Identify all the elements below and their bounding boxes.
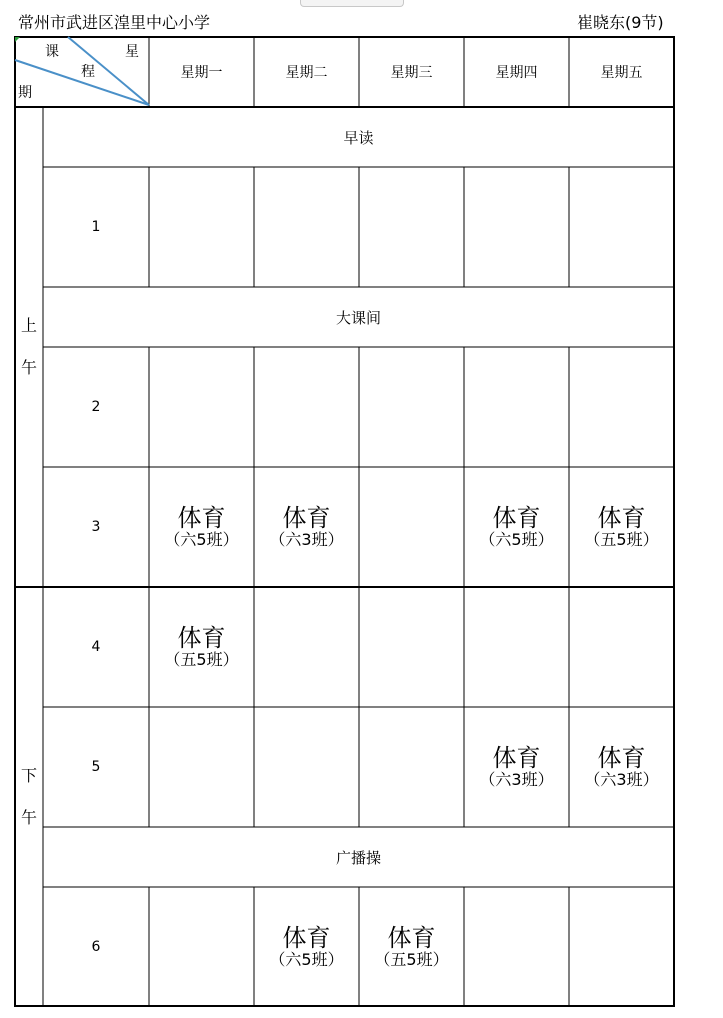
- subject-name: 体育: [177, 624, 226, 652]
- class-name: （六3班）: [584, 770, 659, 790]
- class-name: （五5班）: [164, 650, 239, 670]
- class-name: （六5班）: [164, 530, 239, 550]
- period-number: 1: [91, 219, 101, 235]
- class-cell-p3-fri: [569, 467, 674, 587]
- day-header-fri: 星期五: [600, 65, 643, 81]
- class-name: （五5班）: [374, 949, 449, 969]
- class-cell-p5-fri: [569, 707, 674, 827]
- period-number: 5: [91, 759, 101, 775]
- period-number: 6: [91, 938, 101, 955]
- section-morning-reading: 早读: [343, 128, 374, 147]
- day-header-mon: 星期一: [180, 65, 223, 81]
- subject-name: 体育: [597, 504, 646, 532]
- corner-label-cheng: 程: [81, 64, 95, 80]
- day-header-thu: 星期四: [495, 65, 538, 81]
- school-name: 常州市武进区湟里中心小学: [18, 13, 211, 32]
- class-cell-p5-thu: [464, 707, 569, 827]
- day-header-wed: 星期三: [390, 65, 433, 81]
- class-name: （六5班）: [479, 530, 554, 550]
- class-cell-p6-tue: [254, 887, 359, 1006]
- subject-name: 体育: [282, 504, 331, 532]
- class-cell-p4-mon: [149, 587, 254, 707]
- corner-label-star: 星: [125, 44, 139, 60]
- class-cell-p6-wed: [359, 887, 464, 1006]
- subject-name: 体育: [282, 923, 331, 952]
- half-am-char-1: 上: [20, 316, 37, 335]
- section-broadcast-exercise: 广播操: [335, 848, 381, 867]
- subject-name: 体育: [597, 744, 646, 772]
- half-pm-char-2: 午: [20, 807, 37, 827]
- corner-label-period: 期: [18, 85, 32, 101]
- section-big-break: 大课间: [335, 308, 381, 327]
- class-name: （五5班）: [584, 530, 659, 550]
- half-day-pm: [15, 587, 43, 1006]
- half-day-am: [15, 107, 43, 587]
- period-number: 4: [91, 639, 101, 655]
- subject-name: 体育: [177, 504, 226, 532]
- day-header-tue: 星期二: [285, 65, 328, 81]
- half-pm-char-1: 下: [20, 765, 37, 785]
- subject-name: 体育: [387, 923, 436, 952]
- class-cell-p3-mon: [149, 467, 254, 587]
- period-number: 3: [91, 519, 101, 535]
- half-am-char-2: 午: [20, 358, 37, 377]
- teacher-name: 崔晓东(9节): [577, 13, 664, 32]
- class-cell-p3-tue: [254, 467, 359, 587]
- class-cell-p3-thu: [464, 467, 569, 587]
- class-name: （六3班）: [479, 770, 554, 790]
- class-name: （六5班）: [269, 949, 344, 969]
- period-number: 2: [91, 399, 101, 415]
- corner-label-course: 课: [45, 44, 59, 60]
- subject-name: 体育: [492, 744, 541, 772]
- subject-name: 体育: [492, 504, 541, 532]
- class-name: （六3班）: [269, 530, 344, 550]
